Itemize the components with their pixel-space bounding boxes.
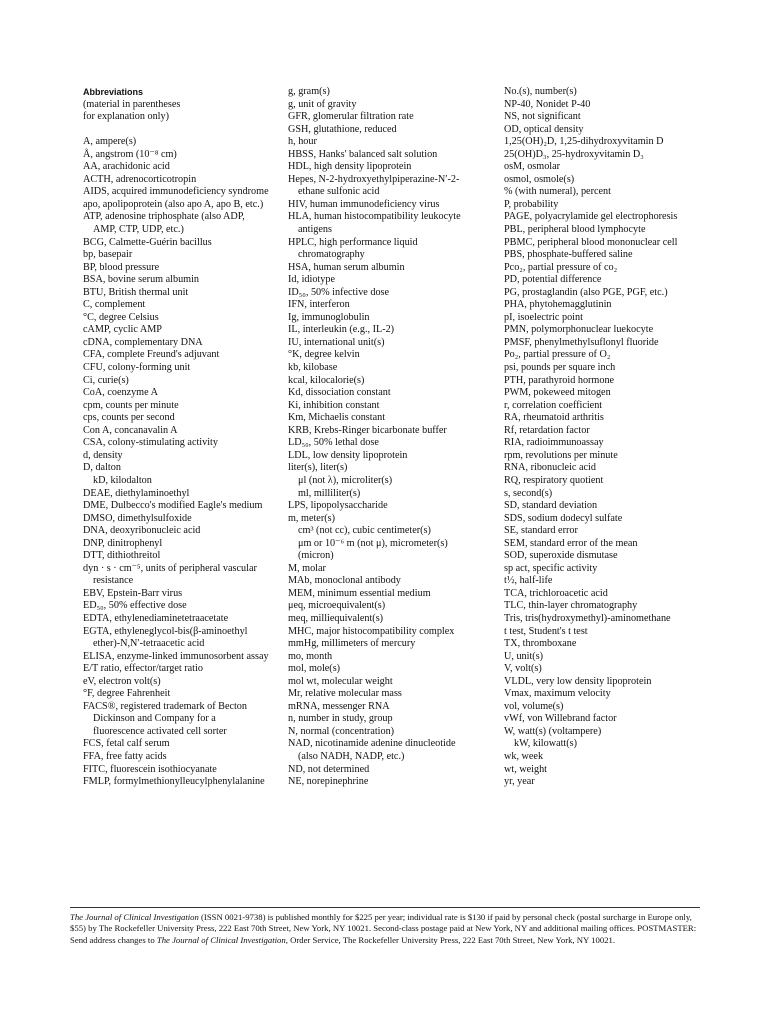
abbreviation-entry: DMSO, dimethylsulfoxide (83, 512, 192, 524)
publication-notice (70, 912, 700, 946)
abbreviation-entry: CoA, coenzyme A (83, 387, 158, 399)
section-heading: Abbreviations (83, 87, 144, 97)
abbreviation-entry: SD, standard deviation (504, 500, 598, 512)
abbreviation-entry: dyn · s · cm⁻⁵, units of peripheral vascular (83, 562, 257, 574)
abbreviation-entry: cAMP, cyclic AMP (83, 324, 162, 336)
abbreviation-entry: FFA, free fatty acids (83, 750, 167, 762)
abbreviation-entry: μeq, microequivalent(s) (288, 600, 386, 612)
abbreviation-entry: VLDL, very low density lipoprotein (504, 675, 652, 687)
abbreviation-entry: pI, isoelectric point (504, 311, 583, 323)
abbreviation-entry: mRNA, messenger RNA (288, 700, 390, 712)
abbreviation-entry: cpm, counts per minute (83, 399, 179, 411)
abbreviation-entry: DME, Dulbecco's modified Eagle's medium (83, 500, 263, 512)
abbreviation-entry: ethane sulfonic acid (298, 186, 380, 198)
abbreviation-entry: DNP, dinitrophenyl (83, 537, 163, 549)
abbreviation-entry: Ig, immunoglobulin (288, 311, 370, 323)
abbreviation-entry: ml, milliliter(s) (298, 487, 361, 499)
abbreviation-entry: LD₅₀, 50% lethal dose (288, 437, 379, 449)
abbreviation-entry: mol wt, molecular weight (288, 675, 393, 687)
abbreviation-entry: IL, interleukin (e.g., IL-2) (288, 324, 395, 336)
abbreviation-entry: ACTH, adrenocorticotropin (83, 173, 197, 185)
notice-text: (ISSN 0021-9738) is published monthly for $225 per year; individual rate is $130 if paid by personal check (postal surcharge in Europe only, $55) by The Rockefeller University Press, 222 East 70th Street, New York, NY 10021. Second-class postage paid at New York, NY and additional mailing offices. POSTMASTER: Send address changes to (70, 912, 697, 945)
abbreviation-entry: osM, osmolar (504, 161, 561, 173)
abbreviation-entry: fluorescence activated cell sorter (93, 725, 227, 737)
abbreviation-entry: bp, basepair (83, 249, 133, 261)
abbreviation-entry: LDL, low density lipoprotein (288, 449, 408, 461)
abbreviation-entry: n, number in study, group (288, 713, 393, 725)
abbreviation-entry: E/T ratio, effector/target ratio (83, 663, 203, 675)
abbreviation-entry: N, normal (concentration) (288, 725, 395, 737)
abbreviations-column-2 (288, 86, 498, 789)
abbreviation-entry: AMP, CTP, UDP, etc.) (93, 224, 184, 236)
abbreviation-entry: g, gram(s) (288, 86, 330, 97)
footer-divider (70, 907, 700, 908)
abbreviation-entry: TLC, thin-layer chromatography (504, 600, 638, 612)
abbreviation-entry: ether)-N,N′-tetraacetic acid (93, 638, 205, 650)
abbreviation-entry: PAGE, polyacrylamide gel electrophoresis (504, 211, 678, 223)
journal-name: The Journal of Clinical Investigation (156, 934, 286, 945)
abbreviation-entry: EGTA, ethyleneglycol-bis(β-aminoethyl (83, 625, 248, 637)
abbreviation-entry: kD, kilodalton (93, 474, 152, 486)
abbreviation-entry: cps, counts per second (83, 412, 175, 424)
abbreviation-entry: h, hour (288, 136, 317, 148)
abbreviation-entry: mo, month (288, 650, 333, 662)
abbreviation-entry: °F, degree Fahrenheit (83, 688, 171, 700)
abbreviation-entry: MEM, minimum essential medium (288, 587, 431, 599)
abbreviation-entry: °C, degree Celsius (83, 311, 159, 323)
abbreviation-entry: 25(OH)D₃, 25-hydroxyvitamin D₃ (504, 148, 644, 160)
abbreviation-entry: for explanation only) (83, 111, 170, 123)
abbreviation-entry: CFU, colony-forming unit (83, 362, 191, 374)
abbreviation-entry: EDTA, ethylenediaminetetraacetate (83, 612, 229, 624)
abbreviation-entry: GSH, glutathione, reduced (288, 123, 397, 135)
abbreviation-entry: DTT, dithiothreitol (83, 550, 161, 562)
abbreviation-entry: mol, mole(s) (288, 663, 341, 675)
abbreviation-entry: CSA, colony-stimulating activity (83, 437, 218, 449)
abbreviation-entry: rpm, revolutions per minute (504, 449, 618, 461)
abbreviation-entry: Tris, tris(hydroxymethyl)-aminomethane (504, 612, 671, 624)
abbreviation-entry: ND, not determined (288, 763, 370, 775)
abbreviations-column-3 (504, 86, 744, 789)
abbreviation-entry: mmHg, millimeters of mercury (288, 638, 416, 650)
abbreviation-entry: SE, standard error (504, 525, 578, 537)
abbreviation-entry: t test, Student's t test (504, 625, 588, 637)
abbreviation-entry: (material in parentheses (83, 98, 181, 110)
abbreviation-entry: kcal, kilocalorie(s) (288, 374, 365, 386)
abbreviation-entry: PHA, phytohemagglutinin (504, 299, 612, 311)
abbreviation-entry: apo, apolipoprotein (also apo A, apo B, etc.) (83, 198, 264, 210)
abbreviation-entry: Ci, curie(s) (83, 374, 129, 386)
abbreviation-entry: liter(s), liter(s) (288, 462, 348, 474)
abbreviation-entry: r, correlation coefficient (504, 399, 603, 411)
abbreviation-entry: Po₂, partial pressure of O₂ (504, 349, 611, 361)
journal-name: The Journal of Clinical Investigation (70, 912, 199, 922)
abbreviation-entry: % (with numeral), percent (504, 186, 611, 198)
abbreviation-entry: PG, prostaglandin (also PGE, PGF, etc.) (504, 286, 668, 298)
abbreviation-entry: μl (not λ), microliter(s) (298, 474, 393, 486)
abbreviation-entry: RNA, ribonucleic acid (504, 462, 596, 474)
abbreviation-entry: μm or 10⁻⁶ m (not μ), micrometer(s) (298, 537, 448, 549)
abbreviation-entry: SEM, standard error of the mean (504, 537, 638, 549)
abbreviation-entry: KRB, Krebs-Ringer bicarbonate buffer (288, 424, 447, 436)
abbreviation-entry: s, second(s) (504, 487, 553, 499)
abbreviation-entry: kW, kilowatt(s) (514, 738, 578, 750)
abbreviation-entry: TX, thromboxane (504, 638, 577, 650)
abbreviation-entry: MAb, monoclonal antibody (288, 575, 401, 587)
abbreviation-entry: °K, degree kelvin (288, 349, 360, 361)
abbreviation-entry: RIA, radioimmunoassay (504, 437, 604, 449)
abbreviation-entry: Km, Michaelis constant (288, 412, 386, 424)
abbreviation-entry: NS, not significant (504, 111, 581, 123)
abbreviation-entry: BCG, Calmette-Guérin bacillus (83, 236, 212, 248)
abbreviation-entry: SOD, superoxide dismutase (504, 550, 618, 562)
abbreviation-entry: g, unit of gravity (288, 98, 357, 110)
abbreviation-entry: EBV, Epstein-Barr virus (83, 587, 183, 599)
abbreviation-entry: RA, rheumatoid arthritis (504, 412, 604, 424)
abbreviation-entry: U, unit(s) (504, 650, 544, 662)
abbreviation-entry: Å, angstrom (10⁻⁸ cm) (83, 148, 177, 160)
abbreviation-entry: cm³ (not cc), cubic centimeter(s) (298, 525, 431, 537)
notice-text: , Order Service, The Rockefeller University Press, 222 East 70th Street, New York, NY 10021. (285, 934, 616, 945)
abbreviation-entry: Pco₂, partial pressure of co₂ (504, 261, 618, 273)
abbreviation-entry: FMLP, formylmethionylleucylphenylalanine (83, 776, 265, 788)
abbreviation-entry: Ki, inhibition constant (288, 399, 380, 411)
abbreviation-entry: PTH, parathyroid hormone (504, 374, 615, 386)
abbreviation-entry: HDL, high density lipoprotein (288, 161, 412, 173)
abbreviation-entry: CFA, complete Freund's adjuvant (83, 349, 220, 361)
abbreviation-entry: Con A, concanavalin A (83, 424, 178, 436)
abbreviation-entry: HPLC, high performance liquid (288, 236, 418, 248)
abbreviation-entry: 1,25(OH)₂D, 1,25-dihydroxyvitamin D (504, 136, 664, 148)
abbreviation-entry: sp act, specific activity (504, 562, 598, 574)
abbreviation-entry: m, meter(s) (288, 512, 335, 524)
abbreviation-entry: BP, blood pressure (83, 261, 160, 273)
abbreviation-entry: chromatography (298, 249, 365, 261)
abbreviation-entry: IU, international unit(s) (288, 336, 385, 348)
abbreviation-entry: osmol, osmole(s) (504, 173, 575, 185)
abbreviation-entry: Hepes, N-2-hydroxyethylpiperazine-N′-2- (288, 173, 460, 185)
abbreviation-entry: FACS®, registered trademark of Becton (83, 700, 247, 712)
abbreviation-entry: OD, optical density (504, 123, 584, 135)
abbreviation-entry: HSA, human serum albumin (288, 261, 405, 273)
abbreviation-entry: PBL, peripheral blood lymphocyte (504, 224, 646, 236)
abbreviation-entry: V, volt(s) (504, 663, 542, 675)
abbreviation-entry: cDNA, complementary DNA (83, 336, 203, 348)
abbreviation-entry: (micron) (298, 550, 334, 562)
abbreviation-entry: GFR, glomerular filtration rate (288, 111, 414, 123)
abbreviation-entry: yr, year (504, 776, 535, 788)
abbreviation-entry: W, watt(s) (voltampere) (504, 725, 602, 737)
abbreviation-entry: PMSF, phenylmethylsuflonyl fluoride (504, 336, 659, 348)
abbreviation-entry: wk, week (504, 750, 544, 762)
abbreviation-entry: antigens (298, 224, 332, 236)
abbreviation-entry: Dickinson and Company for a (93, 713, 216, 725)
abbreviation-entry: IFN, interferon (288, 299, 350, 311)
abbreviation-entry: Vmax, maximum velocity (504, 688, 611, 700)
abbreviation-entry: HIV, human immunodeficiency virus (288, 198, 440, 210)
abbreviation-entry: Rf, retardation factor (504, 424, 590, 436)
abbreviation-entry: ID₅₀, 50% infective dose (288, 286, 390, 298)
abbreviation-entry: C, complement (83, 299, 146, 311)
abbreviation-entry: NP-40, Nonidet P-40 (504, 98, 591, 110)
abbreviation-entry: HLA, human histocompatibility leukocyte (288, 211, 461, 223)
abbreviation-entry: DNA, deoxyribonucleic acid (83, 525, 201, 537)
abbreviation-entry: eV, electron volt(s) (83, 675, 161, 687)
abbreviation-entry: BSA, bovine serum albumin (83, 274, 200, 286)
abbreviation-entry: BTU, British thermal unit (83, 286, 189, 298)
abbreviation-entry: M, molar (288, 562, 326, 574)
spacer (83, 124, 283, 137)
abbreviation-entry: P, probability (504, 198, 559, 210)
abbreviation-entry: FITC, fluorescein isothiocyanate (83, 763, 217, 775)
abbreviation-entry: PMN, polymorphonuclear luekocyte (504, 324, 654, 336)
abbreviation-entry: d, density (83, 449, 123, 461)
abbreviation-entry: No.(s), number(s) (504, 86, 577, 97)
abbreviation-entry: AIDS, acquired immunodeficiency syndrome (83, 186, 269, 198)
abbreviation-entry: D, dalton (83, 462, 121, 474)
abbreviation-entry: RQ, respiratory quotient (504, 474, 604, 486)
abbreviation-entry: ED₅₀, 50% effective dose (83, 600, 187, 612)
abbreviation-entry: t½, half-life (504, 575, 553, 587)
abbreviation-entry: TCA, trichloroacetic acid (504, 587, 608, 599)
abbreviation-entry: Mr, relative molecular mass (288, 688, 402, 700)
abbreviation-entry: PBS, phosphate-buffered saline (504, 249, 633, 261)
abbreviation-entry: FCS, fetal calf serum (83, 738, 170, 750)
abbreviation-entry: LPS, lipopolysaccharide (288, 500, 388, 512)
abbreviation-entry: ELISA, enzyme-linked immunosorbent assay (83, 650, 269, 662)
abbreviation-entry: PD, potential difference (504, 274, 602, 286)
abbreviation-entry: SDS, sodium dodecyl sulfate (504, 512, 623, 524)
abbreviation-entry: vWf, von Willebrand factor (504, 713, 617, 725)
abbreviation-entry: resistance (93, 575, 134, 587)
abbreviation-entry: HBSS, Hanks' balanced salt solution (288, 148, 438, 160)
abbreviation-entry: wt, weight (504, 763, 548, 775)
abbreviation-entry: NAD, nicotinamide adenine dinucleotide (288, 738, 456, 750)
abbreviation-entry: Id, idiotype (288, 274, 335, 286)
abbreviation-entry: PBMC, peripheral blood mononuclear cell (504, 236, 678, 248)
abbreviation-entry: NE, norepinephrine (288, 776, 369, 788)
abbreviation-entry: (also NADH, NADP, etc.) (298, 750, 405, 762)
abbreviation-entry: meq, milliequivalent(s) (288, 612, 384, 624)
abbreviation-entry: A, ampere(s) (83, 136, 137, 148)
abbreviations-column-1 (83, 86, 283, 789)
abbreviation-entry: PWM, pokeweed mitogen (504, 387, 611, 399)
abbreviation-entry: AA, arachidonic acid (83, 161, 170, 173)
abbreviation-entry: Kd, dissociation constant (288, 387, 391, 399)
abbreviation-entry: ATP, adenosine triphosphate (also ADP, (83, 211, 245, 223)
abbreviation-entry: psi, pounds per square inch (504, 362, 616, 374)
abbreviation-entry: MHC, major histocompatibility complex (288, 625, 455, 637)
abbreviation-entry: vol, volume(s) (504, 700, 564, 712)
abbreviation-entry: kb, kilobase (288, 362, 338, 374)
abbreviation-entry: DEAE, diethylaminoethyl (83, 487, 190, 499)
